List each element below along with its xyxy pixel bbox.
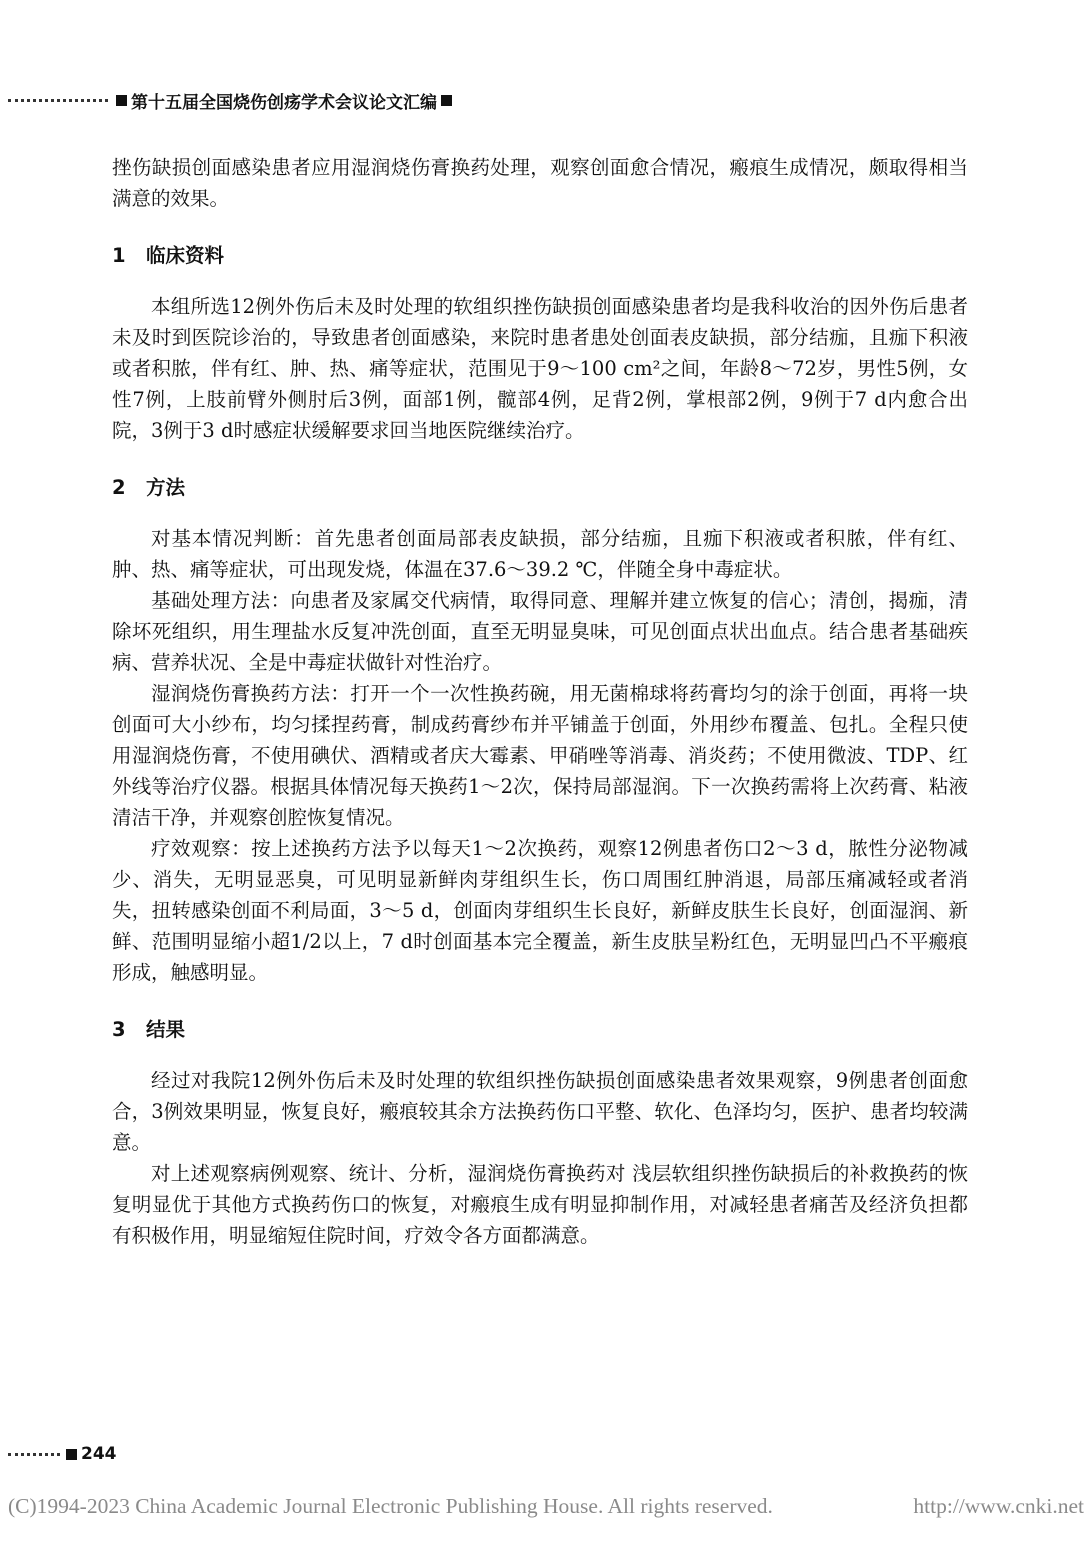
section-number: 2	[112, 476, 126, 499]
section-heading	[112, 1014, 968, 1045]
paragraph: 基础处理方法：向患者及家属交代病情，取得同意、理解并建立恢复的信心；清创，揭痂，清除坏死组织，用生理盐水反复冲洗创面，直至无明显臭味，可见创面点状出血点。结合患者基础疾病、营养状况、全是中毒症状做针对性治疗。	[112, 589, 968, 674]
section-methods	[112, 472, 968, 988]
square-bullet-icon	[116, 95, 127, 106]
square-bullet-icon	[66, 1449, 77, 1460]
section-clinical-data	[112, 240, 968, 446]
section-heading	[112, 240, 968, 271]
square-bullet-icon	[441, 95, 452, 106]
intro-paragraph: 挫伤缺损创面感染患者应用湿润烧伤膏换药处理，观察创面愈合情况，瘢痕生成情况，颇取得相当满意的效果。	[112, 156, 968, 210]
section-title: 方法	[146, 476, 186, 499]
proceedings-title: 第十五届全国烧伤创疡学术会议论文汇编	[131, 93, 437, 113]
footer-dot-leader	[8, 1453, 60, 1456]
copyright-notice: (C)1994-2023 China Academic Journal Electronic Publishing House. All rights reserved.	[8, 1494, 773, 1518]
paragraph: 湿润烧伤膏换药方法：打开一个一次性换药碗，用无菌棉球将药膏均匀的涂于创面，再将一块创面可大小纱布，均匀揉捏药膏，制成药膏纱布并平铺盖于创面，外用纱布覆盖、包扎。全程只使用湿润烧伤膏，不使用碘伏、酒精或者庆大霉素、甲硝唑等消毒、消炎药；不使用微波、TDP、红外线等治疗仪器。根据具体情况每天换药1～2次，保持局部湿润。下一次换药需将上次药膏、粘液清洁干净，并观察创腔恢复情况。	[112, 682, 968, 829]
paragraph: 对上述观察病例观察、统计、分析，湿润烧伤膏换药对 浅层软组织挫伤缺损后的补救换药的恢复明显优于其他方式换药伤口的恢复，对瘢痕生成有明显抑制作用，对减轻患者痛苦及经济负担都有积极作用，明显缩短住院时间，疗效令各方面都满意。	[112, 1162, 968, 1247]
paragraph: 疗效观察：按上述换药方法予以每天1～2次换药，观察12例患者伤口2～3 d，脓性分泌物减少、消失，无明显恶臭，可见明显新鲜肉芽组织生长，伤口周围红肿消退，局部压痛减轻或者消失，扭转感染创面不利局面，3～5 d，创面肉芽组织生长良好，新鲜皮肤生长良好，创面湿润、新鲜、范围明显缩小超1/2以上，7 d时创面基本完全覆盖，新生皮肤呈粉红色，无明显凹凸不平瘢痕形成，触感明显。	[112, 837, 968, 984]
paragraph: 经过对我院12例外伤后未及时处理的软组织挫伤缺损创面感染患者效果观察，9例患者创面愈合，3例效果明显，恢复良好，瘢痕较其余方法换药伤口平整、软化、色泽均匀，医护、患者均较满意。	[112, 1069, 968, 1154]
paragraph: 本组所选12例外伤后未及时处理的软组织挫伤缺损创面感染患者均是我科收治的因外伤后患者未及时到医院诊治的，导致患者创面感染，来院时患者患处创面表皮缺损，部分结痂，且痂下积液或者积脓，伴有红、肿、热、痛等症状，范围见于9～100 cm²之间，年龄8～72岁，男性5例，女性7例，上肢前臂外侧肘后3例，面部1例，髋部4例，足背2例，掌根部2例，9例于7 d内愈合出院，3例于3 d时感症状缓解要求回当地医院继续治疗。	[112, 295, 968, 442]
page-footer	[8, 1444, 117, 1464]
cnki-url: http://www.cnki.net	[913, 1494, 1084, 1518]
section-title: 结果	[146, 1018, 186, 1041]
section-heading	[112, 472, 968, 503]
section-results	[112, 1014, 968, 1251]
section-title: 临床资料	[146, 244, 225, 267]
page-number: 244	[81, 1444, 117, 1464]
article-body	[112, 152, 968, 1251]
copyright-watermark	[8, 1494, 1084, 1519]
paragraph: 对基本情况判断：首先患者创面局部表皮缺损，部分结痂，且痂下积液或者积脓，伴有红、肿、热、痛等症状，可出现发烧，体温在37.6～39.2 ℃，伴随全身中毒症状。	[112, 527, 968, 581]
running-header	[8, 88, 456, 113]
header-dot-leader	[8, 99, 108, 102]
section-number: 3	[112, 1018, 126, 1041]
section-number: 1	[112, 244, 126, 267]
